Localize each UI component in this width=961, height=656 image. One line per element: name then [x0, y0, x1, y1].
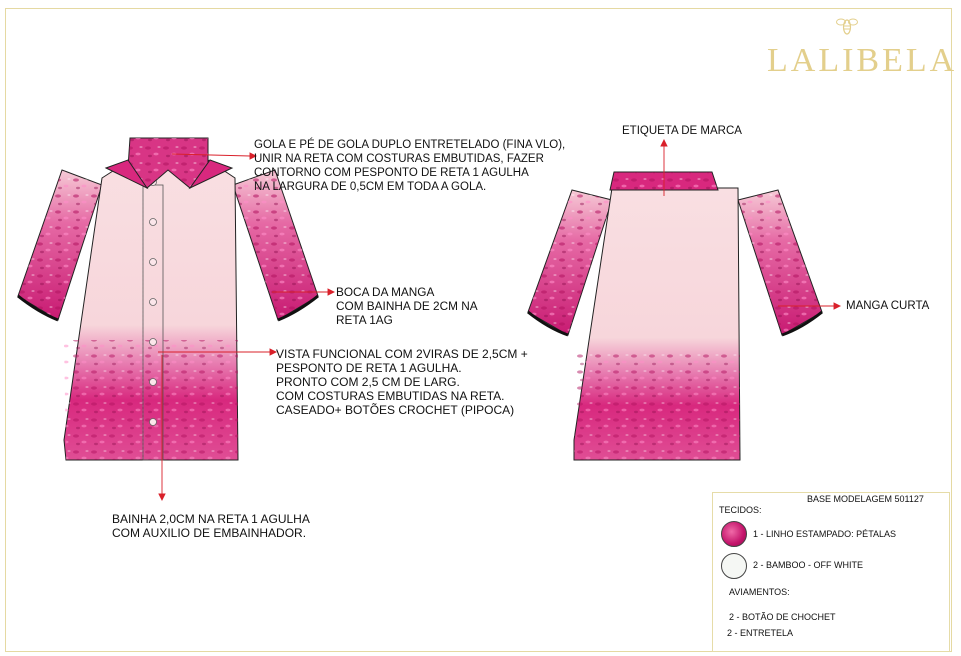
hem-note: BAINHA 2,0CM NA RETA 1 AGULHA COM AUXILIO DE EMBAINHADOR.: [112, 512, 310, 540]
base-model-label: BASE MODELAGEM 501127: [807, 494, 924, 504]
fabric-item: 1 - LINHO ESTAMPADO: PÉTALAS: [753, 529, 897, 539]
sleeve-hem-note: BOCA DA MANGA COM BAINHA DE 2CM NA RETA 1AG: [336, 285, 478, 327]
spec-legend: [712, 492, 950, 652]
fabrics-title: TECIDOS:: [719, 505, 762, 515]
back-shirt-drawing: [528, 172, 822, 460]
placket-note: VISTA FUNCIONAL COM 2VIRAS DE 2,5CM + PESPONTO DE RETA 1 AGULHA. PRONTO COM 2,5 CM DE LARG. COM COSTURAS EMBUTIDAS NA RETA. CASEADO+ BOTÕES CROCHET (PIPOCA): [276, 347, 528, 417]
fabric-item: 2 - BAMBOO - OFF WHITE: [753, 560, 863, 570]
trim-item: 2 - ENTRETELA: [727, 628, 794, 638]
short-sleeve-note: MANGA CURTA: [846, 300, 930, 312]
trims-title: AVIAMENTOS:: [729, 587, 790, 597]
trim-item: 2 - BOTÃO DE CHOCHET: [729, 612, 836, 622]
fabric-swatch-offwhite: [721, 553, 747, 579]
brand-label-note: ETIQUETA DE MARCA: [622, 125, 742, 137]
collar-note: GOLA E PÉ DE GOLA DUPLO ENTRETELADO (FINA VLO), UNIR NA RETA COM COSTURAS EMBUTIDAS, FAZER CONTORNO COM PESPONTO DE RETA 1 AGULHA NA LARGURA DE 0,5CM EM TODA A GOLA.: [254, 139, 566, 193]
fabric-swatch-printed: [721, 521, 747, 547]
brand-logo: LALIBELA: [767, 42, 958, 79]
